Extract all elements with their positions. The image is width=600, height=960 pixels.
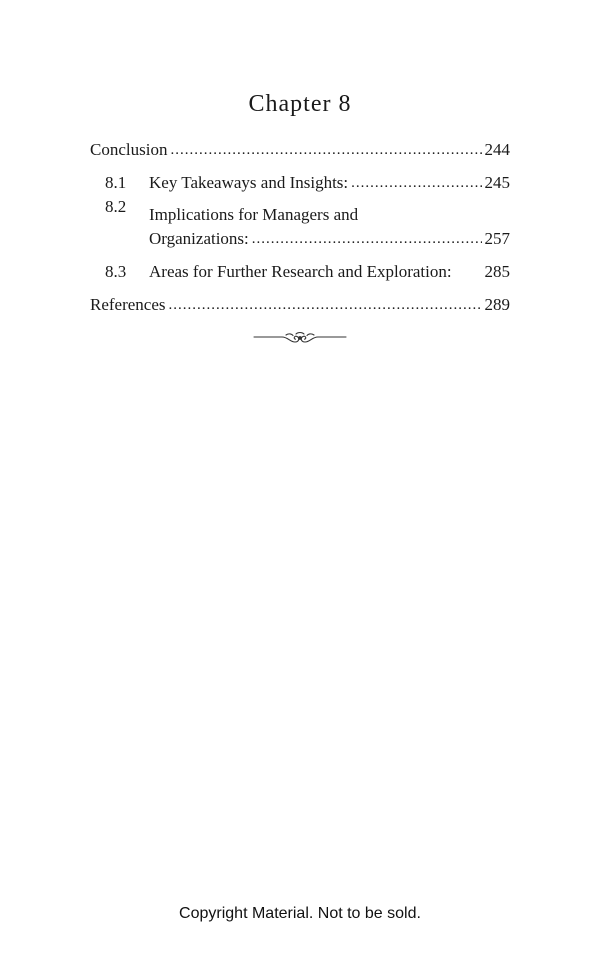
toc-entry-title-line1: Implications for Managers and — [149, 205, 359, 224]
table-of-contents — [90, 128, 510, 316]
toc-entry-title: Key Takeaways and Insights: — [149, 173, 349, 192]
section-number: 8.1 — [105, 173, 127, 192]
toc-entry-references[interactable] — [90, 283, 510, 316]
toc-page-number: 257 — [484, 229, 510, 248]
section-number: 8.2 — [105, 197, 127, 216]
toc-entry-8-1[interactable] — [90, 161, 510, 194]
toc-page-number: 245 — [484, 173, 510, 192]
flourish-divider-icon — [252, 326, 348, 350]
toc-entry-title: References — [90, 295, 166, 314]
toc-page-number: 289 — [484, 295, 510, 314]
chapter-heading: Chapter 8 — [248, 91, 352, 117]
dot-leader — [170, 139, 481, 161]
section-number: 8.3 — [105, 262, 127, 281]
toc-entry-title: Areas for Further Research and Exploration: — [149, 262, 452, 281]
toc-entry-title: Conclusion — [90, 140, 168, 159]
toc-page-number: 244 — [484, 140, 510, 159]
dot-leader — [169, 294, 482, 316]
toc-entry-8-2[interactable] — [90, 194, 510, 250]
dot-leader — [351, 172, 481, 194]
toc-entry-conclusion[interactable] — [90, 128, 510, 161]
copyright-notice: Copyright Material. Not to be sold. — [179, 905, 421, 922]
toc-entry-8-3[interactable] — [90, 250, 510, 283]
dot-leader — [252, 228, 482, 250]
toc-page-number: 285 — [484, 262, 510, 281]
toc-entry-title-line2: Organizations: — [149, 229, 249, 248]
